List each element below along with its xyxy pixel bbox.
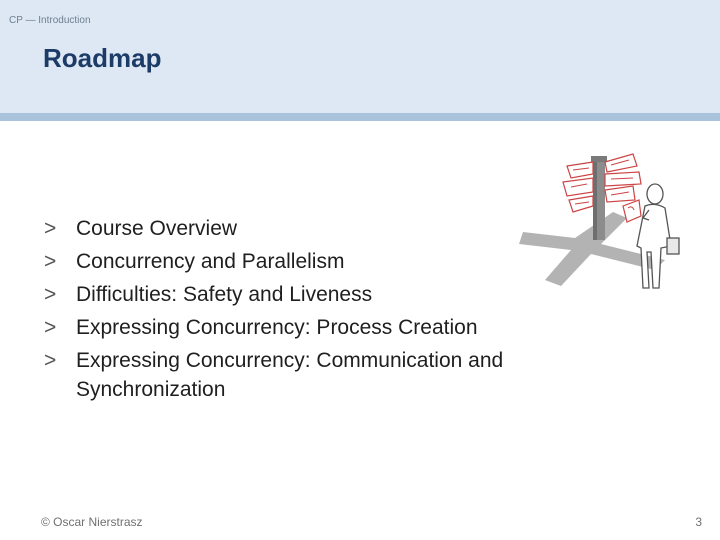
header-divider <box>0 113 720 121</box>
signpost-crossroads-person-illustration <box>515 148 695 298</box>
signpost-icon <box>563 154 641 240</box>
bullet-marker: > <box>44 349 57 372</box>
bullet-text: Expressing Concurrency: Process Creation <box>76 316 478 339</box>
bullet-text: Difficulties: Safety and Liveness <box>76 283 373 306</box>
breadcrumb: CP — Introduction <box>9 15 91 26</box>
bullet-marker: > <box>44 283 57 306</box>
bullet-marker: > <box>44 217 57 240</box>
bullet-item <box>44 346 604 404</box>
page-number: 3 <box>695 515 702 529</box>
person-icon <box>637 184 679 288</box>
bullet-marker: > <box>44 316 57 339</box>
bullet-text: Expressing Concurrency: Communication and Synchronization <box>76 349 504 401</box>
bullet-text: Course Overview <box>76 217 238 240</box>
author-credit: © Oscar Nierstrasz <box>41 515 143 529</box>
bullet-text: Concurrency and Parallelism <box>76 250 345 273</box>
bullet-item <box>44 313 604 343</box>
bullet-marker: > <box>44 250 57 273</box>
slide-title: Roadmap <box>43 43 162 73</box>
